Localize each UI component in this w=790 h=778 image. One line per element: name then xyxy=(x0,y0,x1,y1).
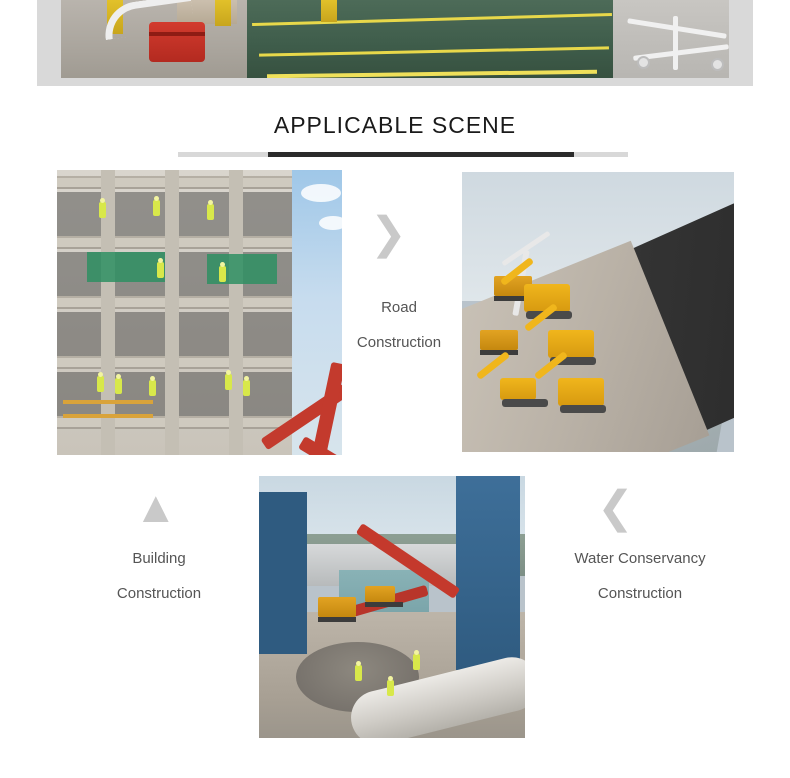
caption-line-1: Water Conservancy xyxy=(574,550,706,567)
safety-net xyxy=(207,254,277,284)
worker xyxy=(99,202,106,218)
caption-water-conservancy-construction xyxy=(540,541,740,611)
excavator xyxy=(500,378,536,400)
water-conservancy-photo xyxy=(259,476,525,738)
caption-line-2: Construction xyxy=(597,585,683,602)
banner-yellow-pillar xyxy=(321,0,337,22)
building-construction-photo xyxy=(57,170,342,455)
banner-yellow-pillar xyxy=(38,0,54,30)
title-underline xyxy=(178,152,628,157)
worker xyxy=(153,200,160,216)
worker xyxy=(207,204,214,220)
banner-machinery xyxy=(627,16,737,72)
arrow-right-icon: ❯ xyxy=(370,209,407,258)
caption-line-1: Road xyxy=(381,299,417,316)
banner-bottom-strip xyxy=(37,78,753,86)
caption-road-construction xyxy=(344,290,454,360)
worker xyxy=(219,266,226,282)
cloud xyxy=(319,216,342,230)
building-facade xyxy=(57,170,292,455)
blue-steel-structure xyxy=(259,492,307,654)
worker xyxy=(225,374,232,390)
banner-machinery-wheel xyxy=(711,58,724,71)
banner-red-barrel xyxy=(149,22,205,62)
worker xyxy=(115,378,122,394)
dump-truck xyxy=(365,586,395,602)
guard-rail xyxy=(63,400,153,404)
top-banner-image xyxy=(37,0,753,86)
banner-machinery-wheel xyxy=(637,56,650,69)
worker xyxy=(413,654,420,670)
worker xyxy=(149,380,156,396)
banner-machinery-mast xyxy=(673,16,678,70)
worker xyxy=(355,665,362,681)
caption-line-1: Building xyxy=(132,550,186,567)
worker xyxy=(157,262,164,278)
dump-truck xyxy=(480,330,518,350)
banner-yellow-pillar xyxy=(215,0,231,26)
excavator xyxy=(558,378,604,406)
caption-line-2: Construction xyxy=(356,334,442,351)
worker xyxy=(243,380,250,396)
dump-truck xyxy=(318,597,356,617)
worker xyxy=(97,376,104,392)
excavator xyxy=(548,330,594,358)
road-construction-photo xyxy=(462,172,734,452)
banner-green-deck xyxy=(247,0,627,80)
banner-scene xyxy=(37,0,753,86)
arrow-up-icon: ▲ xyxy=(134,483,178,532)
caption-building-construction xyxy=(94,541,224,611)
cloud xyxy=(301,184,341,202)
arrow-left-icon: ❮ xyxy=(597,483,634,532)
caption-line-2: Construction xyxy=(116,585,202,602)
building-column xyxy=(165,170,179,455)
guard-rail xyxy=(63,414,153,418)
page-title: APPLICABLE SCENE xyxy=(273,112,517,138)
building-column xyxy=(229,170,243,455)
safety-net xyxy=(87,252,165,282)
blue-steel-structure xyxy=(456,476,520,670)
worker xyxy=(387,680,394,696)
